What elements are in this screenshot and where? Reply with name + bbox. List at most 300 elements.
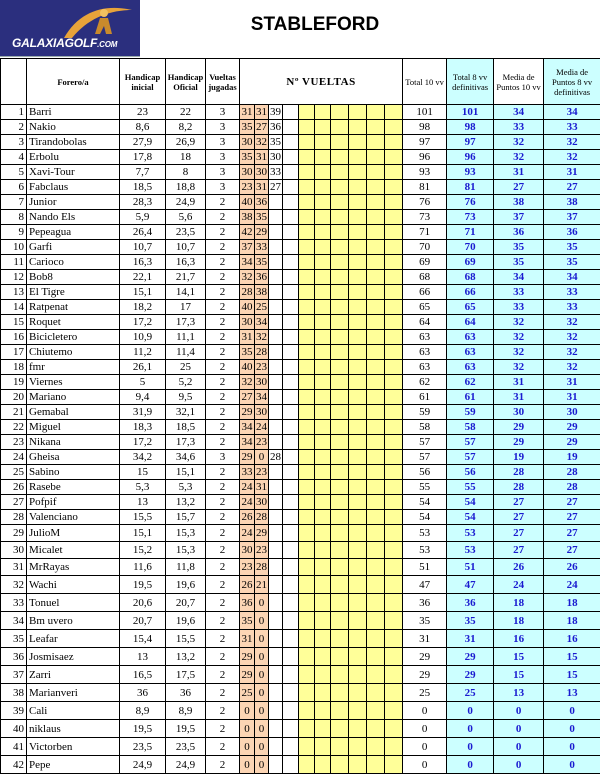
round-score-cell[interactable]	[269, 270, 283, 285]
media8-cell[interactable]: 0	[544, 738, 600, 756]
total8-cell[interactable]: 0	[447, 738, 494, 756]
round-score-cell[interactable]	[269, 195, 283, 210]
round-score-cell[interactable]: 40	[240, 360, 255, 375]
player-name-cell[interactable]: Nikana	[27, 435, 120, 450]
media10-cell[interactable]: 31	[494, 390, 544, 405]
table-row[interactable]	[1, 330, 600, 345]
player-name-cell[interactable]: MrRayas	[27, 559, 120, 576]
round-score-cell[interactable]: 26	[240, 510, 255, 525]
round-score-cell[interactable]	[283, 405, 299, 420]
round-score-cell[interactable]: 30	[255, 405, 269, 420]
handicap-oficial-cell[interactable]: 24,9	[166, 195, 206, 210]
media8-cell[interactable]: 27	[544, 180, 600, 195]
handicap-inicial-cell[interactable]: 24,9	[120, 756, 166, 774]
round-score-cell[interactable]	[315, 702, 331, 720]
media8-cell[interactable]: 15	[544, 648, 600, 666]
vueltas-jugadas-cell[interactable]: 2	[206, 525, 240, 542]
round-score-cell[interactable]: 38	[255, 285, 269, 300]
media10-cell[interactable]: 24	[494, 576, 544, 594]
table-row[interactable]	[1, 465, 600, 480]
handicap-oficial-cell[interactable]: 17,5	[166, 666, 206, 684]
total10-cell[interactable]: 56	[403, 465, 447, 480]
media8-cell[interactable]: 35	[544, 255, 600, 270]
round-score-cell[interactable]	[331, 195, 349, 210]
round-score-cell[interactable]: 35	[240, 150, 255, 165]
media10-cell[interactable]: 33	[494, 285, 544, 300]
round-score-cell[interactable]	[315, 255, 331, 270]
round-score-cell[interactable]	[269, 375, 283, 390]
player-name-cell[interactable]: Marianveri	[27, 684, 120, 702]
round-score-cell[interactable]	[349, 666, 367, 684]
table-row[interactable]	[1, 612, 600, 630]
media10-cell[interactable]: 27	[494, 495, 544, 510]
player-name-cell[interactable]: Rasebe	[27, 480, 120, 495]
handicap-oficial-cell[interactable]: 8,2	[166, 120, 206, 135]
media8-cell[interactable]: 32	[544, 360, 600, 375]
total8-cell[interactable]: 98	[447, 120, 494, 135]
round-score-cell[interactable]	[331, 559, 349, 576]
round-score-cell[interactable]	[367, 180, 385, 195]
round-score-cell[interactable]: 35	[240, 120, 255, 135]
round-score-cell[interactable]	[367, 390, 385, 405]
round-score-cell[interactable]	[331, 435, 349, 450]
table-row[interactable]	[1, 594, 600, 612]
round-score-cell[interactable]	[331, 495, 349, 510]
round-score-cell[interactable]: 0	[255, 702, 269, 720]
round-score-cell[interactable]	[367, 225, 385, 240]
media8-cell[interactable]: 34	[544, 270, 600, 285]
round-score-cell[interactable]	[349, 255, 367, 270]
round-score-cell[interactable]	[283, 450, 299, 465]
round-score-cell[interactable]: 24	[240, 525, 255, 542]
round-score-cell[interactable]: 28	[240, 285, 255, 300]
total10-cell[interactable]: 71	[403, 225, 447, 240]
position-cell[interactable]: 37	[1, 666, 27, 684]
media10-cell[interactable]: 27	[494, 510, 544, 525]
round-score-cell[interactable]	[269, 756, 283, 774]
media10-cell[interactable]: 27	[494, 525, 544, 542]
total8-cell[interactable]: 59	[447, 405, 494, 420]
round-score-cell[interactable]: 21	[255, 576, 269, 594]
position-cell[interactable]: 26	[1, 480, 27, 495]
table-row[interactable]	[1, 255, 600, 270]
total8-cell[interactable]: 57	[447, 450, 494, 465]
total10-cell[interactable]: 25	[403, 684, 447, 702]
round-score-cell[interactable]: 0	[255, 630, 269, 648]
round-score-cell[interactable]	[385, 360, 403, 375]
round-score-cell[interactable]	[367, 270, 385, 285]
round-score-cell[interactable]	[367, 285, 385, 300]
round-score-cell[interactable]	[385, 756, 403, 774]
round-score-cell[interactable]: 36	[255, 270, 269, 285]
round-score-cell[interactable]	[269, 480, 283, 495]
vueltas-jugadas-cell[interactable]: 2	[206, 559, 240, 576]
round-score-cell[interactable]	[367, 210, 385, 225]
position-cell[interactable]: 4	[1, 150, 27, 165]
round-score-cell[interactable]	[385, 210, 403, 225]
round-score-cell[interactable]	[283, 559, 299, 576]
round-score-cell[interactable]	[283, 666, 299, 684]
round-score-cell[interactable]	[299, 135, 315, 150]
vueltas-jugadas-cell[interactable]: 2	[206, 420, 240, 435]
position-cell[interactable]: 1	[1, 105, 27, 120]
media10-cell[interactable]: 33	[494, 300, 544, 315]
round-score-cell[interactable]	[283, 612, 299, 630]
round-score-cell[interactable]: 32	[255, 330, 269, 345]
table-row[interactable]	[1, 648, 600, 666]
col-hcp-inicial-header[interactable]: Handicap inicial	[120, 59, 166, 105]
total8-cell[interactable]: 53	[447, 525, 494, 542]
handicap-oficial-cell[interactable]: 8	[166, 165, 206, 180]
round-score-cell[interactable]	[283, 684, 299, 702]
table-row[interactable]	[1, 270, 600, 285]
round-score-cell[interactable]	[349, 390, 367, 405]
round-score-cell[interactable]	[269, 495, 283, 510]
round-score-cell[interactable]	[299, 702, 315, 720]
round-score-cell[interactable]	[315, 648, 331, 666]
handicap-inicial-cell[interactable]: 18,2	[120, 300, 166, 315]
media8-cell[interactable]: 16	[544, 630, 600, 648]
table-row[interactable]	[1, 450, 600, 465]
handicap-oficial-cell[interactable]: 19,6	[166, 576, 206, 594]
round-score-cell[interactable]	[331, 525, 349, 542]
total8-cell[interactable]: 81	[447, 180, 494, 195]
round-score-cell[interactable]: 31	[240, 105, 255, 120]
round-score-cell[interactable]: 0	[240, 738, 255, 756]
handicap-oficial-cell[interactable]: 20,7	[166, 594, 206, 612]
round-score-cell[interactable]	[299, 576, 315, 594]
round-score-cell[interactable]	[299, 300, 315, 315]
player-name-cell[interactable]: Bob8	[27, 270, 120, 285]
media10-cell[interactable]: 38	[494, 195, 544, 210]
handicap-oficial-cell[interactable]: 16,3	[166, 255, 206, 270]
total8-cell[interactable]: 76	[447, 195, 494, 210]
round-score-cell[interactable]	[299, 195, 315, 210]
player-name-cell[interactable]: niklaus	[27, 720, 120, 738]
round-score-cell[interactable]	[349, 495, 367, 510]
media8-cell[interactable]: 0	[544, 702, 600, 720]
position-cell[interactable]: 8	[1, 210, 27, 225]
total8-cell[interactable]: 0	[447, 720, 494, 738]
round-score-cell[interactable]	[315, 542, 331, 559]
round-score-cell[interactable]	[299, 756, 315, 774]
media8-cell[interactable]: 32	[544, 135, 600, 150]
round-score-cell[interactable]	[385, 195, 403, 210]
handicap-oficial-cell[interactable]: 17,3	[166, 315, 206, 330]
media10-cell[interactable]: 0	[494, 756, 544, 774]
round-score-cell[interactable]	[385, 240, 403, 255]
media8-cell[interactable]: 13	[544, 684, 600, 702]
media8-cell[interactable]: 27	[544, 542, 600, 559]
media10-cell[interactable]: 16	[494, 630, 544, 648]
round-score-cell[interactable]	[315, 576, 331, 594]
round-score-cell[interactable]	[269, 240, 283, 255]
handicap-inicial-cell[interactable]: 10,9	[120, 330, 166, 345]
media10-cell[interactable]: 32	[494, 315, 544, 330]
total8-cell[interactable]: 71	[447, 225, 494, 240]
round-score-cell[interactable]	[367, 684, 385, 702]
total8-cell[interactable]: 73	[447, 210, 494, 225]
round-score-cell[interactable]	[283, 435, 299, 450]
total10-cell[interactable]: 0	[403, 702, 447, 720]
round-score-cell[interactable]	[315, 180, 331, 195]
vueltas-jugadas-cell[interactable]: 2	[206, 435, 240, 450]
handicap-inicial-cell[interactable]: 13	[120, 648, 166, 666]
round-score-cell[interactable]	[331, 105, 349, 120]
round-score-cell[interactable]	[269, 330, 283, 345]
round-score-cell[interactable]: 32	[255, 135, 269, 150]
media8-cell[interactable]: 36	[544, 225, 600, 240]
round-score-cell[interactable]: 34	[240, 420, 255, 435]
position-cell[interactable]: 40	[1, 720, 27, 738]
table-row[interactable]	[1, 300, 600, 315]
col-media8-header[interactable]: Media de Puntos 8 vv definitivas	[544, 59, 600, 105]
round-score-cell[interactable]: 31	[255, 105, 269, 120]
round-score-cell[interactable]	[269, 630, 283, 648]
position-cell[interactable]: 27	[1, 495, 27, 510]
round-score-cell[interactable]	[315, 165, 331, 180]
round-score-cell[interactable]: 29	[240, 666, 255, 684]
vueltas-jugadas-cell[interactable]: 2	[206, 390, 240, 405]
handicap-inicial-cell[interactable]: 19,5	[120, 576, 166, 594]
round-score-cell[interactable]: 27	[255, 120, 269, 135]
vueltas-jugadas-cell[interactable]: 2	[206, 576, 240, 594]
round-score-cell[interactable]	[385, 542, 403, 559]
round-score-cell[interactable]	[283, 420, 299, 435]
vueltas-jugadas-cell[interactable]: 2	[206, 720, 240, 738]
media10-cell[interactable]: 28	[494, 465, 544, 480]
media10-cell[interactable]: 15	[494, 666, 544, 684]
round-score-cell[interactable]	[299, 345, 315, 360]
round-score-cell[interactable]: 30	[240, 165, 255, 180]
position-cell[interactable]: 38	[1, 684, 27, 702]
round-score-cell[interactable]	[315, 120, 331, 135]
round-score-cell[interactable]	[349, 420, 367, 435]
round-score-cell[interactable]	[349, 465, 367, 480]
round-score-cell[interactable]	[385, 405, 403, 420]
round-score-cell[interactable]	[385, 612, 403, 630]
round-score-cell[interactable]	[367, 480, 385, 495]
round-score-cell[interactable]	[385, 270, 403, 285]
position-cell[interactable]: 7	[1, 195, 27, 210]
table-row[interactable]	[1, 240, 600, 255]
round-score-cell[interactable]	[367, 120, 385, 135]
total8-cell[interactable]: 58	[447, 420, 494, 435]
vueltas-jugadas-cell[interactable]: 2	[206, 480, 240, 495]
round-score-cell[interactable]	[269, 210, 283, 225]
table-row[interactable]	[1, 360, 600, 375]
handicap-inicial-cell[interactable]: 36	[120, 684, 166, 702]
round-score-cell[interactable]	[367, 360, 385, 375]
table-row[interactable]	[1, 135, 600, 150]
total10-cell[interactable]: 47	[403, 576, 447, 594]
round-score-cell[interactable]	[349, 435, 367, 450]
round-score-cell[interactable]	[315, 270, 331, 285]
position-cell[interactable]: 28	[1, 510, 27, 525]
handicap-inicial-cell[interactable]: 17,8	[120, 150, 166, 165]
position-cell[interactable]: 35	[1, 630, 27, 648]
round-score-cell[interactable]	[349, 576, 367, 594]
round-score-cell[interactable]	[269, 525, 283, 542]
position-cell[interactable]: 13	[1, 285, 27, 300]
player-name-cell[interactable]: Nakio	[27, 120, 120, 135]
round-score-cell[interactable]: 40	[240, 300, 255, 315]
total10-cell[interactable]: 0	[403, 738, 447, 756]
total10-cell[interactable]: 64	[403, 315, 447, 330]
handicap-oficial-cell[interactable]: 23,5	[166, 225, 206, 240]
total8-cell[interactable]: 54	[447, 510, 494, 525]
round-score-cell[interactable]	[283, 390, 299, 405]
round-score-cell[interactable]	[315, 684, 331, 702]
handicap-oficial-cell[interactable]: 13,2	[166, 495, 206, 510]
total10-cell[interactable]: 58	[403, 420, 447, 435]
round-score-cell[interactable]: 0	[255, 720, 269, 738]
total10-cell[interactable]: 101	[403, 105, 447, 120]
round-score-cell[interactable]	[315, 450, 331, 465]
round-score-cell[interactable]	[385, 390, 403, 405]
round-score-cell[interactable]	[299, 510, 315, 525]
round-score-cell[interactable]	[315, 756, 331, 774]
round-score-cell[interactable]	[367, 702, 385, 720]
col-total8-header[interactable]: Total 8 vv definitivas	[447, 59, 494, 105]
col-n-vueltas-header[interactable]: Nº VUELTAS	[240, 59, 403, 105]
round-score-cell[interactable]: 28	[255, 345, 269, 360]
round-score-cell[interactable]: 32	[240, 375, 255, 390]
total10-cell[interactable]: 96	[403, 150, 447, 165]
media10-cell[interactable]: 29	[494, 435, 544, 450]
round-score-cell[interactable]	[385, 435, 403, 450]
handicap-inicial-cell[interactable]: 15,1	[120, 285, 166, 300]
media8-cell[interactable]: 18	[544, 594, 600, 612]
media8-cell[interactable]: 0	[544, 756, 600, 774]
round-score-cell[interactable]	[283, 165, 299, 180]
vueltas-jugadas-cell[interactable]: 2	[206, 666, 240, 684]
total8-cell[interactable]: 68	[447, 270, 494, 285]
round-score-cell[interactable]	[299, 450, 315, 465]
round-score-cell[interactable]	[367, 315, 385, 330]
media8-cell[interactable]: 27	[544, 525, 600, 542]
media10-cell[interactable]: 34	[494, 270, 544, 285]
media8-cell[interactable]: 31	[544, 390, 600, 405]
handicap-inicial-cell[interactable]: 8,6	[120, 120, 166, 135]
col-vueltas-jugadas-header[interactable]: Vueltas jugadas	[206, 59, 240, 105]
round-score-cell[interactable]	[331, 285, 349, 300]
round-score-cell[interactable]: 35	[240, 612, 255, 630]
round-score-cell[interactable]	[385, 684, 403, 702]
handicap-inicial-cell[interactable]: 34,2	[120, 450, 166, 465]
media10-cell[interactable]: 37	[494, 210, 544, 225]
round-score-cell[interactable]	[299, 270, 315, 285]
total10-cell[interactable]: 57	[403, 450, 447, 465]
round-score-cell[interactable]	[331, 480, 349, 495]
handicap-inicial-cell[interactable]: 15,4	[120, 630, 166, 648]
round-score-cell[interactable]	[331, 300, 349, 315]
media10-cell[interactable]: 31	[494, 165, 544, 180]
round-score-cell[interactable]	[283, 180, 299, 195]
round-score-cell[interactable]	[367, 510, 385, 525]
round-score-cell[interactable]	[349, 756, 367, 774]
round-score-cell[interactable]	[283, 738, 299, 756]
round-score-cell[interactable]	[367, 135, 385, 150]
player-name-cell[interactable]: Barri	[27, 105, 120, 120]
table-row[interactable]	[1, 738, 600, 756]
handicap-inicial-cell[interactable]: 26,4	[120, 225, 166, 240]
round-score-cell[interactable]	[299, 330, 315, 345]
vueltas-jugadas-cell[interactable]: 2	[206, 270, 240, 285]
table-row[interactable]	[1, 390, 600, 405]
round-score-cell[interactable]	[299, 684, 315, 702]
round-score-cell[interactable]: 0	[255, 594, 269, 612]
round-score-cell[interactable]	[385, 465, 403, 480]
handicap-oficial-cell[interactable]: 15,7	[166, 510, 206, 525]
round-score-cell[interactable]: 31	[240, 630, 255, 648]
round-score-cell[interactable]: 36	[240, 594, 255, 612]
round-score-cell[interactable]	[349, 120, 367, 135]
position-cell[interactable]: 23	[1, 435, 27, 450]
round-score-cell[interactable]: 34	[255, 390, 269, 405]
round-score-cell[interactable]	[367, 630, 385, 648]
round-score-cell[interactable]	[283, 542, 299, 559]
total10-cell[interactable]: 51	[403, 559, 447, 576]
round-score-cell[interactable]: 0	[255, 450, 269, 465]
total10-cell[interactable]: 76	[403, 195, 447, 210]
round-score-cell[interactable]	[269, 594, 283, 612]
round-score-cell[interactable]	[367, 435, 385, 450]
media10-cell[interactable]: 19	[494, 450, 544, 465]
position-cell[interactable]: 34	[1, 612, 27, 630]
handicap-oficial-cell[interactable]: 19,6	[166, 612, 206, 630]
round-score-cell[interactable]: 28	[255, 510, 269, 525]
position-cell[interactable]: 2	[1, 120, 27, 135]
round-score-cell[interactable]: 34	[240, 435, 255, 450]
round-score-cell[interactable]	[269, 315, 283, 330]
round-score-cell[interactable]	[315, 720, 331, 738]
round-score-cell[interactable]	[315, 495, 331, 510]
round-score-cell[interactable]	[299, 630, 315, 648]
total10-cell[interactable]: 29	[403, 666, 447, 684]
round-score-cell[interactable]	[299, 180, 315, 195]
vueltas-jugadas-cell[interactable]: 3	[206, 450, 240, 465]
total10-cell[interactable]: 59	[403, 405, 447, 420]
total10-cell[interactable]: 61	[403, 390, 447, 405]
total10-cell[interactable]: 0	[403, 756, 447, 774]
round-score-cell[interactable]	[385, 330, 403, 345]
total8-cell[interactable]: 29	[447, 648, 494, 666]
media10-cell[interactable]: 13	[494, 684, 544, 702]
round-score-cell[interactable]	[349, 135, 367, 150]
round-score-cell[interactable]	[331, 702, 349, 720]
round-score-cell[interactable]	[349, 210, 367, 225]
total8-cell[interactable]: 63	[447, 360, 494, 375]
media10-cell[interactable]: 35	[494, 255, 544, 270]
round-score-cell[interactable]	[269, 225, 283, 240]
round-score-cell[interactable]	[283, 495, 299, 510]
media10-cell[interactable]: 32	[494, 345, 544, 360]
total10-cell[interactable]: 35	[403, 612, 447, 630]
player-name-cell[interactable]: Fabclaus	[27, 180, 120, 195]
round-score-cell[interactable]	[315, 135, 331, 150]
total10-cell[interactable]: 53	[403, 542, 447, 559]
handicap-oficial-cell[interactable]: 11,1	[166, 330, 206, 345]
round-score-cell[interactable]: 0	[255, 684, 269, 702]
handicap-inicial-cell[interactable]: 17,2	[120, 315, 166, 330]
round-score-cell[interactable]	[269, 465, 283, 480]
round-score-cell[interactable]	[315, 315, 331, 330]
round-score-cell[interactable]	[367, 195, 385, 210]
total8-cell[interactable]: 97	[447, 135, 494, 150]
vueltas-jugadas-cell[interactable]: 2	[206, 225, 240, 240]
round-score-cell[interactable]	[269, 559, 283, 576]
